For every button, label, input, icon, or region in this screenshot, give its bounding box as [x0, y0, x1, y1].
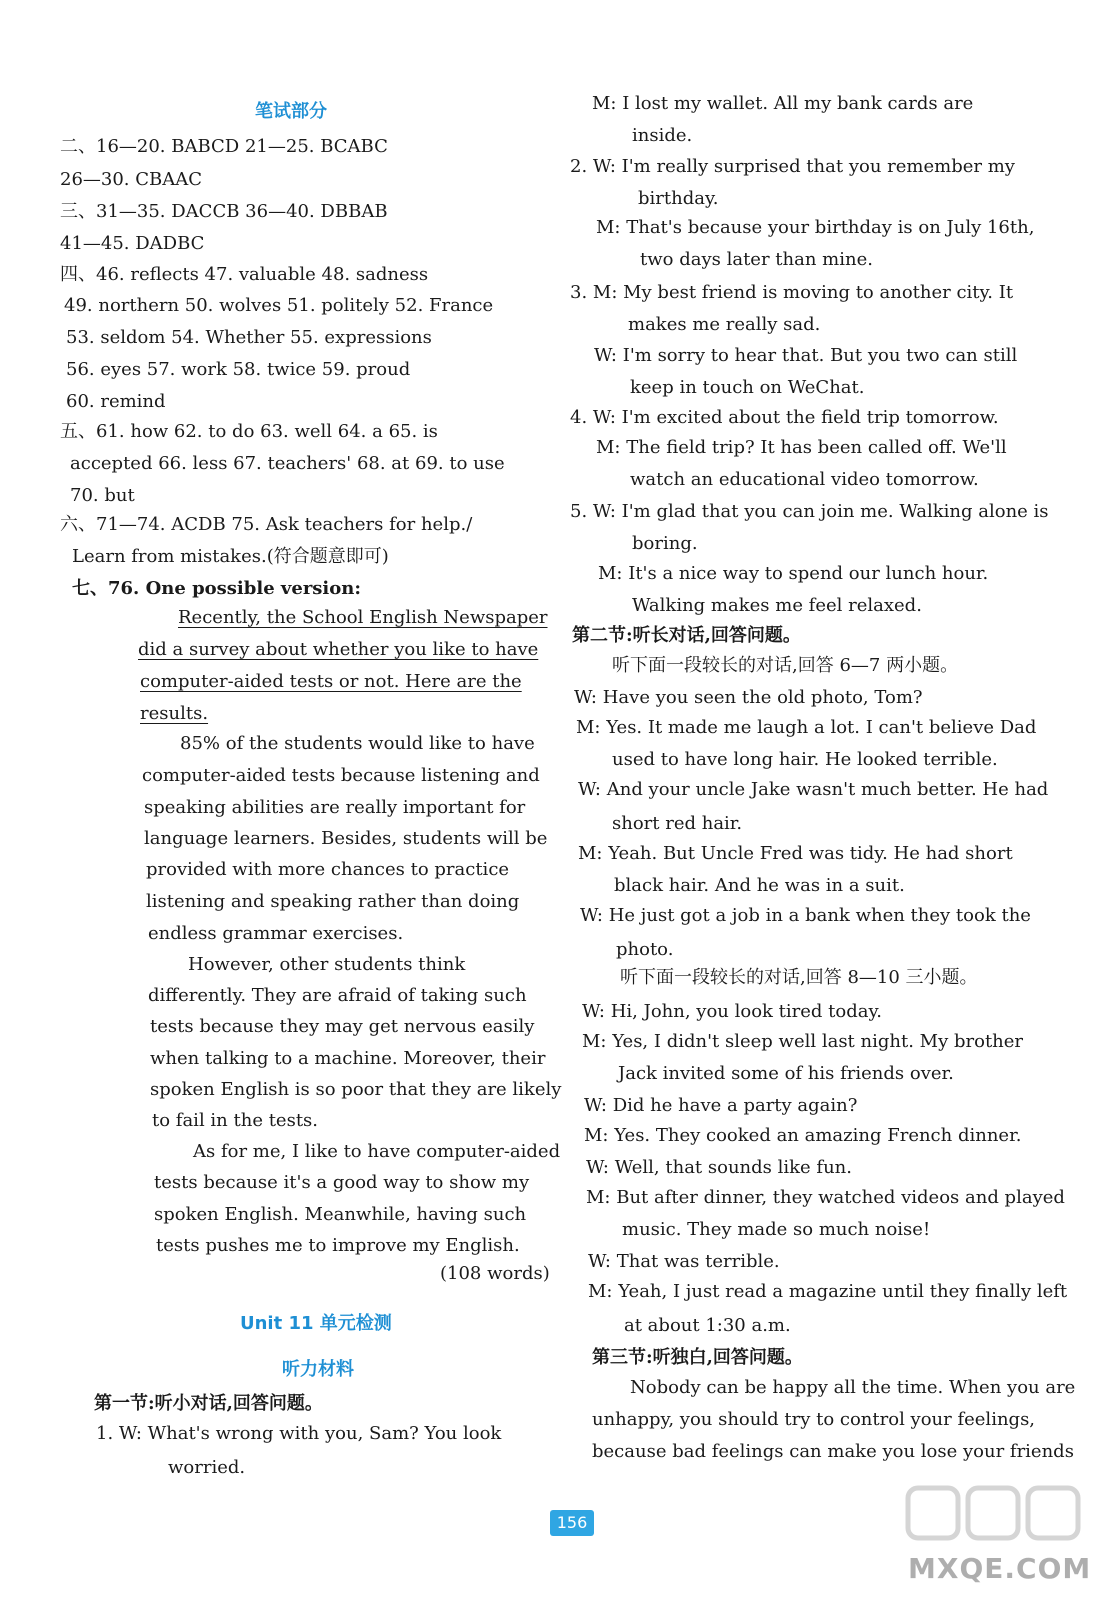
right_column-line: short red hair. [612, 813, 743, 834]
left_column-line: tests because it's a good way to show my [154, 1172, 530, 1193]
left_column-line: 三、31—35. DACCB 36—40. DBBAB [60, 201, 388, 222]
left_column-line: 听力材料 [282, 1359, 354, 1380]
left_column-line: 二、16—20. BABCD 21—25. BCABC [60, 136, 388, 157]
left_column-line: 六、71—74. ACDB 75. Ask teachers for help./ [60, 514, 473, 535]
right_column-line: W: Hi, John, you look tired today. [582, 1001, 882, 1022]
right_column-line: M: Yes, I didn't sleep well last night. My brother [582, 1031, 1024, 1052]
left_column-line: spoken English is so poor that they are likely [150, 1079, 562, 1100]
right_column-line: photo. [616, 939, 674, 960]
right_column-line: W: I'm sorry to hear that. But you two can still [594, 345, 1018, 366]
right_column-line: W: Have you seen the old photo, Tom? [574, 687, 923, 708]
left_column-line: 四、46. reflects 47. valuable 48. sadness [60, 264, 429, 285]
right_column-line: W: And your uncle Jake wasn't much better. He had [578, 779, 1049, 800]
right_column-line: 4. W: I'm excited about the field trip tomorrow. [570, 407, 999, 428]
left_column-line: 53. seldom 54. Whether 55. expressions [66, 327, 432, 348]
right_column-line: Walking makes me feel relaxed. [632, 595, 922, 616]
right_column-line: M: But after dinner, they watched videos and played [586, 1187, 1065, 1208]
right_column-line: black hair. And he was in a suit. [614, 875, 905, 896]
left_column-line: tests pushes me to improve my English. [156, 1235, 520, 1256]
left_column-line: (108 words) [440, 1263, 550, 1284]
right_column-line: M: Yes. It made me laugh a lot. I can't believe Dad [576, 717, 1037, 738]
left_column-line: 笔试部分 [255, 101, 327, 122]
left_column-line: spoken English. Meanwhile, having such [154, 1204, 527, 1225]
left_column-line: 七、76. One possible version: [72, 578, 362, 599]
left_column-line: provided with more chances to practice [146, 859, 510, 880]
left_column-line: 85% of the students would like to have [180, 733, 535, 754]
right_column-line: watch an educational video tomorrow. [630, 469, 979, 490]
page-number: 156 [550, 1510, 594, 1536]
left_column-line: Recently, the School English Newspaper [178, 607, 548, 628]
right_column-line: 3. M: My best friend is moving to another city. It [570, 282, 1014, 303]
right_column-line: W: He just got a job in a bank when they took the [580, 905, 1031, 926]
right_column-line: 2. W: I'm really surprised that you remember my [570, 156, 1015, 177]
left_column-line: However, other students think [188, 954, 466, 975]
left_column-line: 第一节:听小对话,回答问题。 [94, 1393, 323, 1414]
left_column-line: 70. but [70, 485, 135, 506]
left_column-line: 49. northern 50. wolves 51. politely 52. France [64, 295, 494, 316]
right_column-line: W: That was terrible. [588, 1251, 780, 1272]
left_column-line: Unit 11 单元检测 [240, 1313, 392, 1334]
right_column-line: two days later than mine. [640, 249, 873, 270]
right_column-line: M: The field trip? It has been called off. We'll [596, 437, 1007, 458]
left_column-line: 60. remind [66, 391, 166, 412]
left_column-line: As for me, I like to have computer-aided [193, 1141, 561, 1162]
right_column-line: keep in touch on WeChat. [630, 377, 865, 398]
right_column-line: 5. W: I'm glad that you can join me. Walking alone is [570, 501, 1049, 522]
right_column-line: 听下面一段较长的对话,回答 8—10 三小题。 [620, 967, 978, 988]
left_column-line: worried. [168, 1457, 246, 1478]
left_column-line: 1. W: What's wrong with you, Sam? You look [96, 1423, 502, 1444]
left_column-line: computer-aided tests or not. Here are the [140, 671, 522, 692]
left_column-line: 26—30. CBAAC [60, 169, 203, 190]
right_column-line: Nobody can be happy all the time. When you are [630, 1377, 1076, 1398]
right_column-line: 第三节:听独白,回答问题。 [592, 1347, 803, 1368]
right_column-line: boring. [632, 533, 698, 554]
left_column-line: 五、61. how 62. to do 63. well 64. a 65. is [60, 421, 438, 442]
right_column-line: used to have long hair. He looked terrible. [612, 749, 998, 770]
right_column-line: M: I lost my wallet. All my bank cards are [592, 93, 974, 114]
left_column-line: language learners. Besides, students will be [144, 828, 548, 849]
right_column-line: W: Well, that sounds like fun. [586, 1157, 852, 1178]
right_column-line: M: Yeah, I just read a magazine until they finally left [588, 1281, 1068, 1302]
left_column-line: computer-aided tests because listening and [142, 765, 540, 786]
watermark-text: MXQE.COM [908, 1552, 1092, 1585]
left_column-line: accepted 66. less 67. teachers' 68. at 69. to use [70, 453, 505, 474]
right_column-line: 第二节:听长对话,回答问题。 [572, 625, 801, 646]
left_column-line: listening and speaking rather than doing [146, 891, 520, 912]
right_column-line: at about 1:30 a.m. [624, 1315, 791, 1336]
left_column-line: 56. eyes 57. work 58. twice 59. proud [66, 359, 411, 380]
left_column-line: results. [140, 703, 209, 724]
right_column-line: 听下面一段较长的对话,回答 6—7 两小题。 [612, 655, 959, 676]
right_column-line: because bad feelings can make you lose your friends [592, 1441, 1074, 1462]
right_column-line: M: Yes. They cooked an amazing French dinner. [584, 1125, 1022, 1146]
right_column-line: music. They made so much noise! [622, 1219, 931, 1240]
right_column-line: M: It's a nice way to spend our lunch hour. [598, 563, 989, 584]
right_column-line: M: Yeah. But Uncle Fred was tidy. He had short [578, 843, 1013, 864]
left_column-line: Learn from mistakes.(符合题意即可) [72, 546, 389, 567]
left_column-line: to fail in the tests. [152, 1110, 319, 1131]
left_column-line: 41—45. DADBC [60, 233, 205, 254]
right_column-line: birthday. [638, 188, 719, 209]
left_column-line: differently. They are afraid of taking such [148, 985, 527, 1006]
left_column-line: tests because they may get nervous easily [150, 1016, 535, 1037]
left_column-line: when talking to a machine. Moreover, their [150, 1048, 546, 1069]
right_column-line: Jack invited some of his friends over. [618, 1063, 954, 1084]
left_column-line: endless grammar exercises. [148, 923, 404, 944]
left_column-line: speaking abilities are really important for [144, 797, 526, 818]
left_column-line: did a survey about whether you like to have [138, 639, 539, 660]
right_column-line: W: Did he have a party again? [584, 1095, 858, 1116]
right_column-line: makes me really sad. [628, 314, 821, 335]
right_column-line: M: That's because your birthday is on July 16th, [596, 217, 1035, 238]
right_column-line: inside. [632, 125, 693, 146]
right_column-line: unhappy, you should try to control your feelings, [592, 1409, 1036, 1430]
